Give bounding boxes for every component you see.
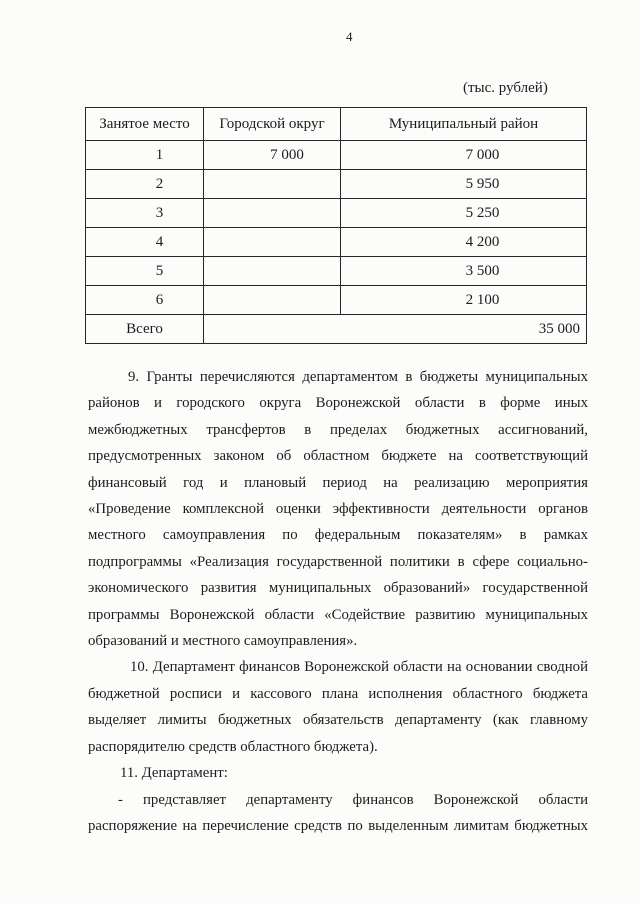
- table-total-row: [86, 315, 587, 344]
- cell-municipal-district: 4 200: [341, 228, 587, 257]
- table-header-row: [86, 108, 587, 141]
- cell-place: 4: [86, 228, 204, 257]
- header-place: Занятое место: [86, 108, 204, 141]
- cell-city-district: [204, 170, 341, 199]
- paragraph-line: межбюджетных трансфертов в пределах бюджетных ассигнований,: [88, 421, 588, 438]
- cell-city-district: 7 000: [204, 141, 341, 170]
- list-item: [88, 787, 588, 840]
- paragraph-line: распоряжение на перечисление средств по выделенным лимитам бюджетных: [88, 817, 588, 834]
- units-note: (тыс. рублей): [463, 80, 548, 96]
- cell-municipal-district: 5 250: [341, 199, 587, 228]
- cell-place: 3: [86, 199, 204, 228]
- table-row: [86, 257, 587, 286]
- table-row: [86, 141, 587, 170]
- paragraph-line: выделяет лимиты бюджетных обязательств департаменту (как главному: [88, 712, 588, 729]
- paragraph-line: 9. Гранты перечисляются департаментом в бюджеты муниципальных: [128, 369, 588, 385]
- paragraph-line: местного самоуправления по федеральным показателям» в рамках: [88, 527, 588, 544]
- paragraph-line: - представляет департаменту финансов Воронежской области: [118, 791, 588, 808]
- paragraph-11: [88, 760, 588, 786]
- header-municipal-district: Муниципальный район: [341, 108, 587, 141]
- paragraph-line: подпрограммы «Реализация государственной политики в сфере социально-: [88, 553, 588, 570]
- paragraph-10: [88, 654, 588, 760]
- cell-city-district: [204, 228, 341, 257]
- paragraph-line: образований и местного самоуправления».: [88, 633, 358, 650]
- cell-place: 2: [86, 170, 204, 199]
- table-row: [86, 170, 587, 199]
- table-row: [86, 228, 587, 257]
- cell-place: 1: [86, 141, 204, 170]
- cell-city-district: [204, 199, 341, 228]
- cell-municipal-district: 5 950: [341, 170, 587, 199]
- paragraph-line: распорядителю средств областного бюджета).: [88, 738, 378, 755]
- paragraph-line: программы Воронежской области «Содействие развитию муниципальных: [88, 606, 588, 623]
- header-city-district: Городской округ: [204, 108, 341, 141]
- cell-municipal-district: 7 000: [341, 141, 587, 170]
- paragraph-line: 11. Департамент:: [120, 765, 228, 782]
- paragraph-line: финансовый год и плановый период на реализацию мероприятия: [88, 474, 588, 491]
- cell-place: 6: [86, 286, 204, 315]
- total-value: 35 000: [204, 315, 587, 344]
- paragraph-line: предусмотренных законом об областном бюджете на соответствующий: [88, 448, 588, 465]
- table-row: [86, 199, 587, 228]
- cell-municipal-district: 2 100: [341, 286, 587, 315]
- page-number: 4: [346, 29, 353, 44]
- total-label: Всего: [86, 315, 204, 344]
- grants-table: [85, 107, 587, 344]
- cell-city-district: [204, 257, 341, 286]
- paragraph-line: бюджетной росписи и кассового плана исполнения областного бюджета: [88, 685, 588, 702]
- cell-municipal-district: 3 500: [341, 257, 587, 286]
- cell-city-district: [204, 286, 341, 315]
- paragraph-line: «Проведение комплексной оценки эффективности деятельности органов: [88, 501, 588, 518]
- table-row: [86, 286, 587, 315]
- body-text: [88, 364, 588, 839]
- paragraph-line: районов и городского округа Воронежской области в форме иных: [88, 395, 588, 412]
- paragraph-line: 10. Департамент финансов Воронежской области на основании сводной: [130, 659, 588, 676]
- paragraph-9: [88, 364, 588, 654]
- cell-place: 5: [86, 257, 204, 286]
- paragraph-line: экономического развития муниципальных образований» государственной: [88, 580, 588, 597]
